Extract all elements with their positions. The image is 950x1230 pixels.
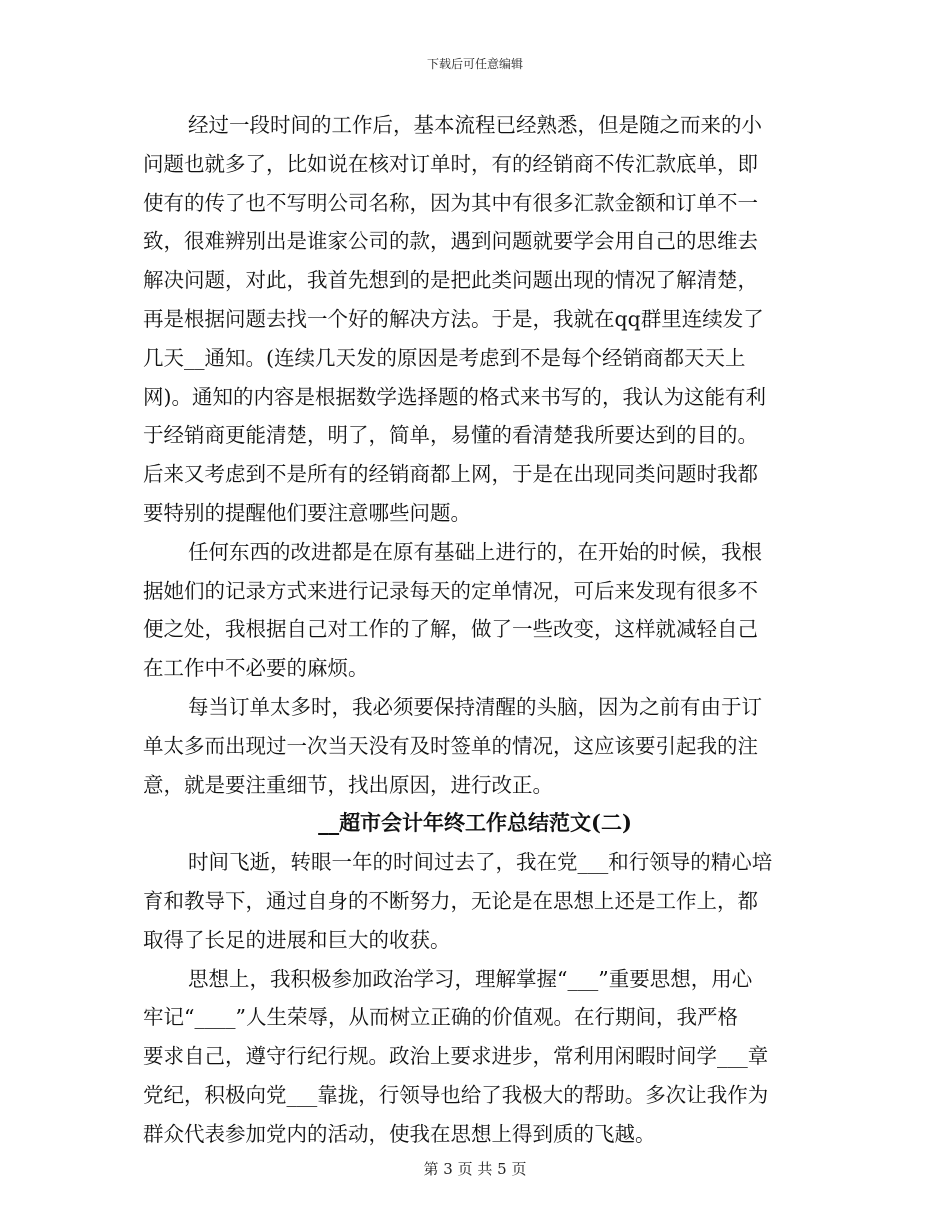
text-line: 群众代表参加党内的活动，使我在思想上得到质的飞越。 — [143, 1121, 656, 1146]
text-line: 便之处，我根据自己对工作的了解，做了一些改变，这样就减轻自己 — [143, 617, 758, 642]
text-line: 使有的传了也不写明公司名称，因为其中有很多汇款金额和订单不一 — [143, 190, 758, 215]
text-line: 育和教导下，通过自身的不断努力，无论是在思想上还是工作上，都 — [143, 888, 758, 913]
text-line: 思想上，我积极参加政治学习，理解掌握“___”重要思想，用心 — [188, 966, 753, 991]
text-line: 再是根据问题去找一个好的解决方法。于是，我就在qq群里连续发了 — [143, 306, 764, 331]
text-line: 几天__通知。(连续几天发的原因是考虑到不是每个经销商都天天上 — [143, 345, 746, 370]
text-line: 党纪，积极向党___靠拢，行领导也给了我极大的帮助。多次让我作为 — [143, 1082, 769, 1107]
text-line: 于经销商更能清楚，明了，简单，易懂的看清楚我所要达到的目的。 — [143, 423, 758, 448]
text-line: 取得了长足的进展和巨大的收获。 — [143, 927, 451, 952]
text-line: 牢记“____”人生荣辱，从而树立正确的价值观。在行期间，我严格 — [143, 1005, 738, 1030]
text-line: 任何东西的改进都是在原有基础上进行的，在开始的时候，我根 — [188, 539, 762, 564]
text-line: 要特别的提醒他们要注意哪些问题。 — [143, 500, 471, 525]
text-line: 后来又考虑到不是所有的经销商都上网，于是在出现同类问题时我都 — [143, 462, 758, 487]
text-line: 据她们的记录方式来进行记录每天的定单情况，可后来发现有很多不 — [143, 578, 758, 603]
text-line: 在工作中不必要的麻烦。 — [143, 656, 369, 681]
text-line: 要求自己，遵守行纪行规。政治上要求进步，常利用闲暇时间学___章 — [143, 1044, 769, 1069]
document-body — [143, 106, 807, 1154]
text-line: 网)。通知的内容是根据数学选择题的格式来书写的，我认为这能有利 — [143, 384, 766, 409]
text-line: 单太多而出现过一次当天没有及时签单的情况，这应该要引起我的注 — [143, 733, 758, 758]
page-header: 下载后可任意编辑 — [426, 57, 523, 71]
text-line: 致，很难辨别出是谁家公司的款，遇到问题就要学会用自己的思维去 — [143, 229, 758, 254]
page-footer: 第 3 页 共 5 页 — [423, 1160, 527, 1178]
section-title: __超市会计年终工作总结范文(二) — [318, 810, 632, 836]
text-line: 每当订单太多时，我必须要保持清醒的头脑，因为之前有由于订 — [188, 694, 762, 719]
text-line: 问题也就多了，比如说在核对订单时，有的经销商不传汇款底单，即 — [143, 151, 758, 176]
text-line: 解决问题，对此，我首先想到的是把此类问题出现的情况了解清楚， — [143, 268, 758, 293]
text-line: 意，就是要注重细节，找出原因，进行改正。 — [143, 772, 553, 797]
text-line: 经过一段时间的工作后，基本流程已经熟悉，但是随之而来的小 — [188, 113, 762, 137]
text-line: 时间飞逝，转眼一年的时间过去了，我在党___和行领导的精心培 — [188, 850, 773, 875]
